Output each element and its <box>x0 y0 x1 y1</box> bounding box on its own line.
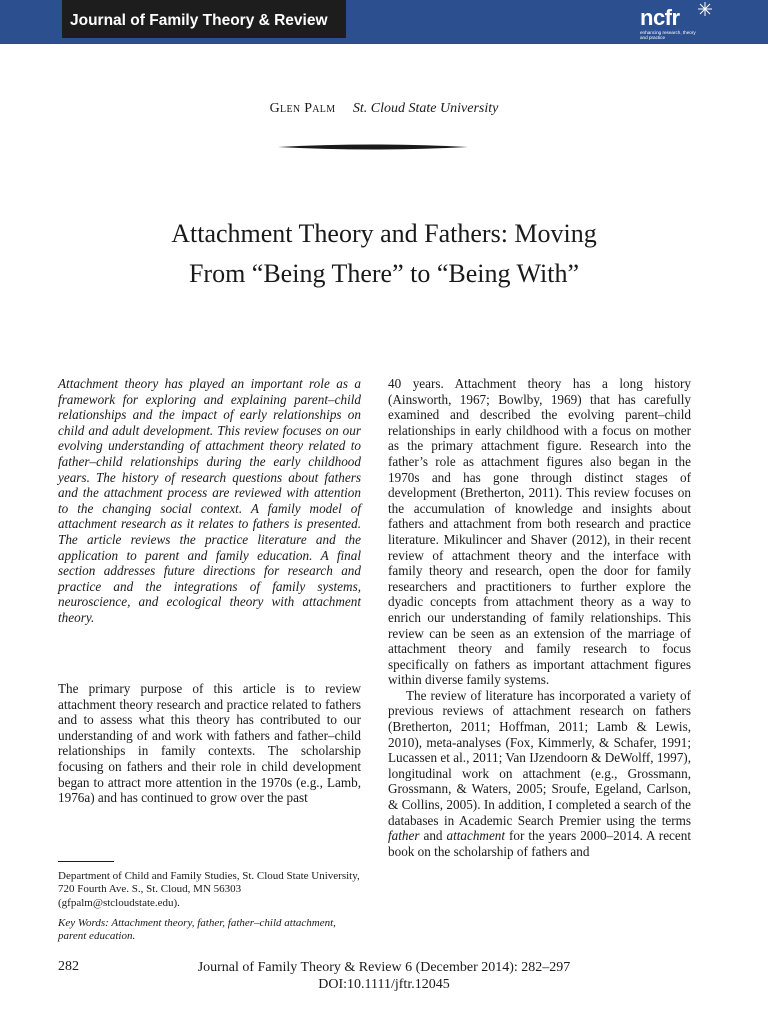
intro-paragraph: The primary purpose of this article is to review attachment theory research and practice related to fathers and to assess what this theory has contributed to our understanding of and work with fathers and father–child relationships in family contexts. The scholarship focusing on fathers and their role in child development began to attract more attention in the 1970s (e.g., Lamb, 1976a) and has continued to grow over the past <box>58 681 361 806</box>
author-affiliation: St. Cloud State University <box>352 101 499 116</box>
footnote-keywords: Key Words: Attachment theory, father, father–child attachment, parent education. <box>58 917 336 943</box>
right-column <box>388 376 691 859</box>
body-paragraph-1: 40 years. Attachment theory has a long history (Ainsworth, 1967; Bowlby, 1969) that has carefully examined and described the evolving parent–child relationships in early childhood with a focus on mother as the primary attachment figure. Research into the father’s role as attachment figures also began in the 1970s and has gone through distinct stages of development (Bretherton, 2011). This review focuses on the accumulation of knowledge and insights about fathers and attachment from both research and practice literature. Mikulincer and Shaver (2012), in their recent review of attachment theory and the interface with family theory and research, open the door for family researchers and practitioners to further explore the dyadic concepts from attachment theory as a way to enrich our understanding of family relationships. This review can be seen as an extension of the marriage of attachment theory and family research to focus specifically on fathers as important attachment figures within diverse family systems. <box>388 376 691 688</box>
ornament-divider-icon <box>278 140 468 154</box>
body-paragraph-2 <box>388 688 691 860</box>
title-line-2: From “Being There” to “Being With” <box>188 259 580 288</box>
search-term-attachment: attachment <box>446 828 506 844</box>
article-title <box>84 214 684 294</box>
author-name: Glen Palm <box>269 101 336 116</box>
author-line <box>0 101 768 117</box>
footnote-rule <box>58 861 114 862</box>
body-paragraph-2-start: The review of literature has incorporated a variety of previous reviews of attachment research on fathers (Bretherton, 2011; Hoffman, 2011; Lamb & Lewis, 2010), meta-analyses (Fox, Kimmerly, & Schafer, 1991; Lucassen et al., 2011; Van IJzendoorn & DeWolff, 1997), longitudinal work on attachment (e.g., Grossmann, Grossmann, & Waters, 2005; Sroufe, Egeland, Carlson, & Collins, 2005). In addition, I completed a search of the databases in Academic Search Premier using the terms <box>388 687 691 828</box>
search-term-father: father <box>388 828 420 844</box>
search-term-conjunction: and <box>423 828 443 844</box>
journal-citation <box>100 959 668 993</box>
abstract: Attachment theory has played an important role as a framework for exploring and explaining parent–child relationships and the impact of early relationships on child and adult development. This review focuses on our evolving understanding of attachment theory related to father–child relationships during the early childhood years. The history of research questions about fathers and the attachment process are reviewed with attention to the changing social context. A family model of attachment research as it relates to fathers is presented. The article reviews the practice literature and the application to parent and family education. A final section addresses future directions for research and practice and the integrations of family systems, neuroscience, and ecological theory with attachment theory. <box>58 376 361 625</box>
doi-line: DOI:10.1111/jftr.12045 <box>318 977 450 992</box>
ncfr-logo <box>640 4 712 42</box>
journal-name: Journal of Family Theory & Review <box>62 0 346 38</box>
star-icon <box>698 2 712 16</box>
title-line-1: Attachment Theory and Fathers: Moving <box>171 219 597 248</box>
body-paragraph-2-end: for the years 2000–2014. A recent book on the scholarship of fathers and <box>388 828 692 859</box>
footnote-affiliation: Department of Child and Family Studies, St. Cloud State University, 720 Fourth Ave. S., St. Cloud, MN 56303 (gfpalm@stcloudstate.edu). <box>58 870 360 909</box>
page-number: 282 <box>58 959 79 974</box>
citation-line: Journal of Family Theory & Review 6 (December 2014): 282–297 <box>197 960 571 975</box>
ncfr-logo-tagline: enhancing research, theory and practice <box>640 30 696 40</box>
journal-header-bar <box>0 0 768 44</box>
ncfr-logo-text: ncfr <box>640 5 680 30</box>
